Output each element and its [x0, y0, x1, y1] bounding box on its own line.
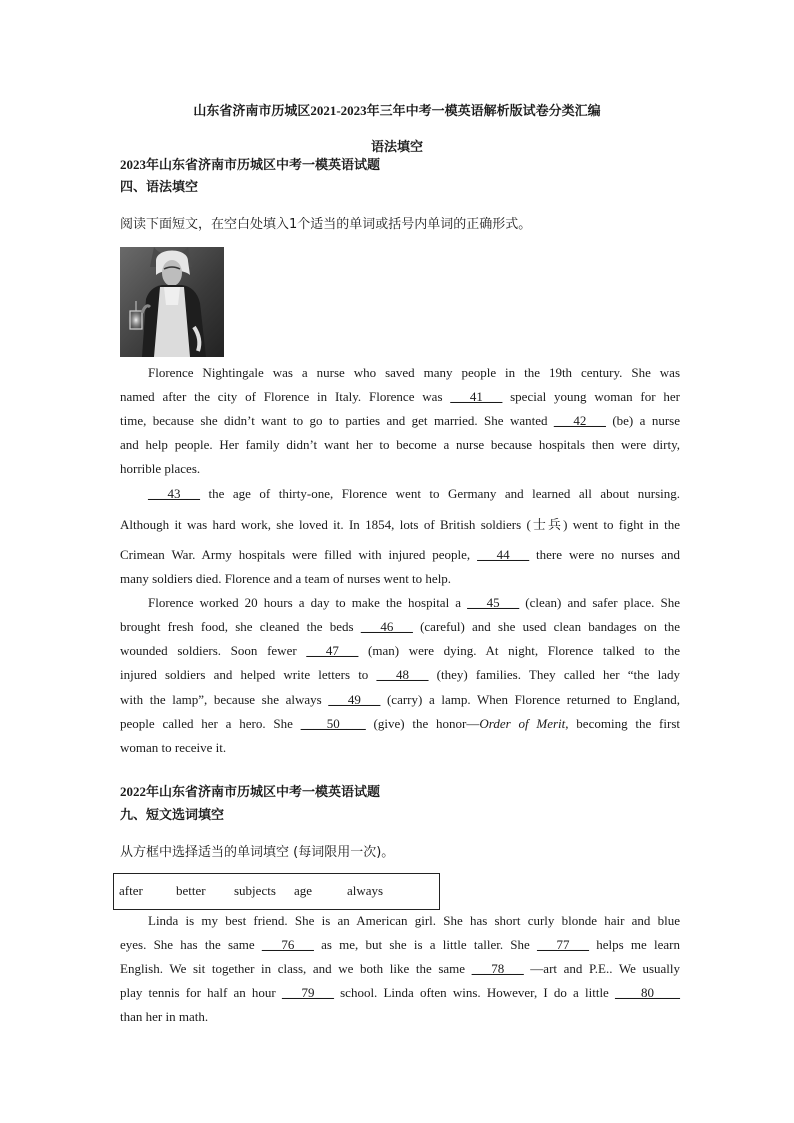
answer-blank-80[interactable]: ____80____: [615, 985, 680, 1000]
answer-blank-46[interactable]: ___46___: [360, 619, 413, 634]
answer-blank-77[interactable]: ___77___: [537, 937, 590, 952]
passage-line: wounded soldiers. Soon fewer ___47___ (man) were dying. At night, Florence talked to the: [120, 643, 681, 658]
instruction-2023: 阅读下面短文，在空白处填入1个适当的单词或括号内单词的正确形式。: [120, 217, 532, 232]
passage-line: many soldiers died. Florence and a team of nurses went to help.: [120, 571, 452, 586]
section-heading-2023: 2023年山东省济南市历城区中考一模英语试题: [120, 157, 381, 172]
word-bank-item: subjects: [234, 883, 276, 898]
answer-blank-43[interactable]: ___43___: [148, 486, 200, 501]
passage-line: Linda is my best friend. She is an American girl. She has short curly blonde hair and blue: [148, 913, 680, 928]
answer-blank-44[interactable]: ___44___: [477, 547, 530, 562]
section-heading-2022: 2022年山东省济南市历城区中考一模英语试题: [120, 784, 381, 799]
passage-line: woman to receive it.: [120, 740, 227, 755]
passage-line: ___43___ the age of thirty-one, Florence went to Germany and learned all about nursing.: [148, 486, 680, 501]
florence-nightingale-photo: [120, 247, 224, 357]
passage-line: Florence Nightingale was a nurse who saved many people in the 19th century. She was: [148, 365, 680, 380]
passage-line: injured soldiers and helped write letters to ___48___ (they) families. They called her “the lady: [120, 667, 680, 682]
passage-line: brought fresh food, she cleaned the beds ___46___ (careful) and she used clean bandages on the: [120, 619, 680, 634]
answer-blank-48[interactable]: ___48___: [376, 667, 429, 682]
passage-line: Crimean War. Army hospitals were filled with injured people, ___44___ there were no nurses and: [120, 547, 680, 562]
passage-line: named after the city of Florence in Italy. Florence was ___41___ special young woman for her: [120, 389, 680, 404]
word-bank-item: better: [176, 883, 206, 898]
answer-blank-45[interactable]: ___45___: [467, 595, 520, 610]
passage-line: Florence worked 20 hours a day to make the hospital a ___45___ (clean) and safer place. She: [148, 595, 680, 610]
passage-line: people called her a hero. She ____50____ (give) the honor—Order of Merit, becoming the first: [120, 716, 680, 731]
section-part-2022: 九、短文选词填空: [120, 807, 225, 822]
answer-blank-41[interactable]: ___41___: [450, 389, 503, 404]
answer-blank-78[interactable]: ___78___: [471, 961, 524, 976]
word-bank-item: age: [294, 883, 313, 898]
passage-line: Although it was hard work, she loved it. In 1854, lots of British soldiers (士兵) went to fight in the: [120, 517, 680, 532]
passage-line: than her in math.: [120, 1009, 209, 1024]
document-title: 山东省济南市历城区2021-2023年三年中考一模英语解析版试卷分类汇编: [193, 103, 601, 118]
answer-blank-49[interactable]: ___49___: [328, 692, 381, 707]
word-bank-box: [113, 873, 440, 910]
passage-line: horrible places.: [120, 461, 201, 476]
answer-blank-42[interactable]: ___42___: [553, 413, 606, 428]
passage-line: time, because she didn’t want to go to parties and get married. She wanted ___42___ (be) a nurse: [120, 413, 680, 428]
passage-line: English. We sit together in class, and we both like the same ___78___ —art and P.E.. We usually: [120, 961, 681, 976]
answer-blank-76[interactable]: ___76___: [261, 937, 314, 952]
answer-blank-47[interactable]: ___47___: [306, 643, 359, 658]
answer-blank-50[interactable]: ____50____: [300, 716, 366, 731]
word-bank-item: always: [347, 883, 384, 898]
passage-line: play tennis for half an hour ___79___ school. Linda often wins. However, I do a little ____80____: [120, 985, 680, 1000]
answer-blank-79[interactable]: ___79___: [281, 985, 334, 1000]
document-subtitle: 语法填空: [370, 139, 423, 154]
word-bank-item: after: [119, 883, 143, 898]
section-part-2023: 四、语法填空: [120, 179, 199, 194]
passage-line: eyes. She has the same ___76___ as me, but she is a little taller. She ___77___ helps me learn: [120, 937, 680, 952]
instruction-2022: 从方框中选择适当的单词填空 (每词限用一次)。: [120, 845, 395, 860]
passage-line: and help people. Her family didn’t want her to become a nurse because hospitals then were dirty,: [120, 437, 680, 452]
passage-line: with the lamp”, because she always ___49___ (carry) a lamp. When Florence returned to England,: [120, 692, 681, 707]
